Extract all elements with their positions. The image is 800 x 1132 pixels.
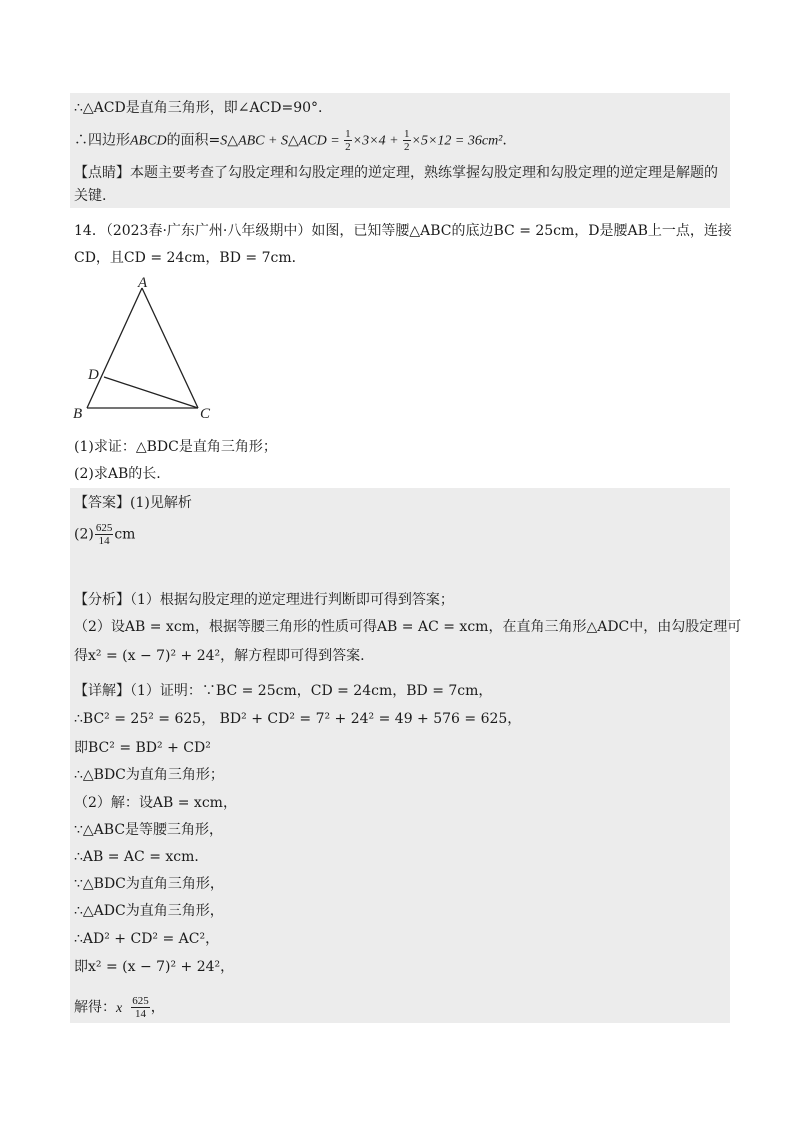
answer-line-2 <box>74 522 135 547</box>
answer-fraction: $\frac{625}{14}$ <box>95 522 113 547</box>
side-ac <box>142 288 198 408</box>
detail-last-fraction: $\frac{625}{14}$ <box>132 995 149 1020</box>
label-c: C <box>200 406 211 422</box>
prev-line-2-end: . <box>502 132 507 149</box>
question-part-2: (2)求AB的长. <box>74 466 161 482</box>
prev-line-2-mid: 的面积= <box>166 132 221 149</box>
detail-line-1: 【详解】（1）证明：∵BC = 25cm，CD = 24cm，BD = 7cm， <box>74 683 493 699</box>
analysis-line-3: 得x² = (x − 7)² + 24²，解方程即可得到答案. <box>74 648 365 664</box>
prev-comment-2: 关键. <box>74 188 107 204</box>
analysis-line-1: 【分析】（1）根据勾股定理的逆定理进行判断即可得到答案； <box>74 592 454 608</box>
question-line-1: 14．（2023春·广东广州·八年级期中）如图，已知等腰△ABC的底边BC = 25cm，D是腰AB上一点，连接 <box>74 223 732 239</box>
question-line-2: CD，且CD = 24cm，BD = 7cm． <box>74 250 306 266</box>
triangle-figure <box>70 275 230 425</box>
detail-line-4: ∴△BDC为直角三角形； <box>74 767 224 783</box>
prev-formula-a: S△ABC + S△ACD = <box>220 133 344 149</box>
detail-line-7: ∴AB = AC = xcm． <box>74 849 209 865</box>
label-a: A <box>138 275 148 291</box>
detail-line-9: ∴△ADC为直角三角形， <box>74 903 224 919</box>
analysis-line-2: （2）设AB = xcm，根据等腰三角形的性质可得AB = AC = xcm，在直角三角形△ADC中，由勾股定理可 <box>74 619 742 635</box>
detail-line-12 <box>74 995 165 1020</box>
prev-formula-c: ×5×12 = 36cm² <box>411 133 503 149</box>
prev-line-2-shape: ABCD <box>130 133 167 149</box>
prev-formula-b: ×3×4 + <box>352 133 403 149</box>
detail-line-11: 即x² = (x − 7)² + 24²， <box>74 959 235 975</box>
side-ab <box>87 288 142 408</box>
answer-unit: cm <box>114 526 136 543</box>
detail-last-var: x <box>116 1000 123 1016</box>
segment-cd <box>104 377 198 408</box>
label-b: B <box>73 406 83 422</box>
prev-line-2 <box>74 128 507 153</box>
detail-line-2: ∴BC² = 25² = 625， BD² + CD² = 7² + 24² = 49 + 576 = 625， <box>74 711 522 727</box>
detail-last-prefix: 解得： <box>74 999 116 1016</box>
label-d: D <box>88 367 99 383</box>
prev-comment-1: 【点睛】本题主要考查了勾股定理和勾股定理的逆定理，熟练掌握勾股定理和勾股定理的逆定理是解题的 <box>74 165 718 181</box>
detail-line-5: （2）解：设AB = xcm， <box>74 795 237 811</box>
detail-line-6: ∵△ABC是等腰三角形， <box>74 822 224 838</box>
answer-line-1: 【答案】(1)见解析 <box>74 495 192 511</box>
answer-part2-prefix: (2) <box>74 526 94 543</box>
detail-line-3: 即BC² = BD² + CD² <box>74 740 211 756</box>
detail-last-end: ， <box>150 999 165 1016</box>
prev-frac-2: $\frac{1}{2}$ <box>404 128 410 153</box>
question-part-1: (1)求证：△BDC是直角三角形； <box>74 439 277 455</box>
detail-line-10: ∴AD² + CD² = AC²， <box>74 931 220 947</box>
prev-frac-1: $\frac{1}{2}$ <box>345 128 351 153</box>
prev-line-1: ∴△ACD是直角三角形，即∠ACD=90°. <box>74 100 323 116</box>
prev-line-2-prefix: ∴四边形 <box>74 132 130 149</box>
detail-line-8: ∵△BDC为直角三角形， <box>74 876 224 892</box>
